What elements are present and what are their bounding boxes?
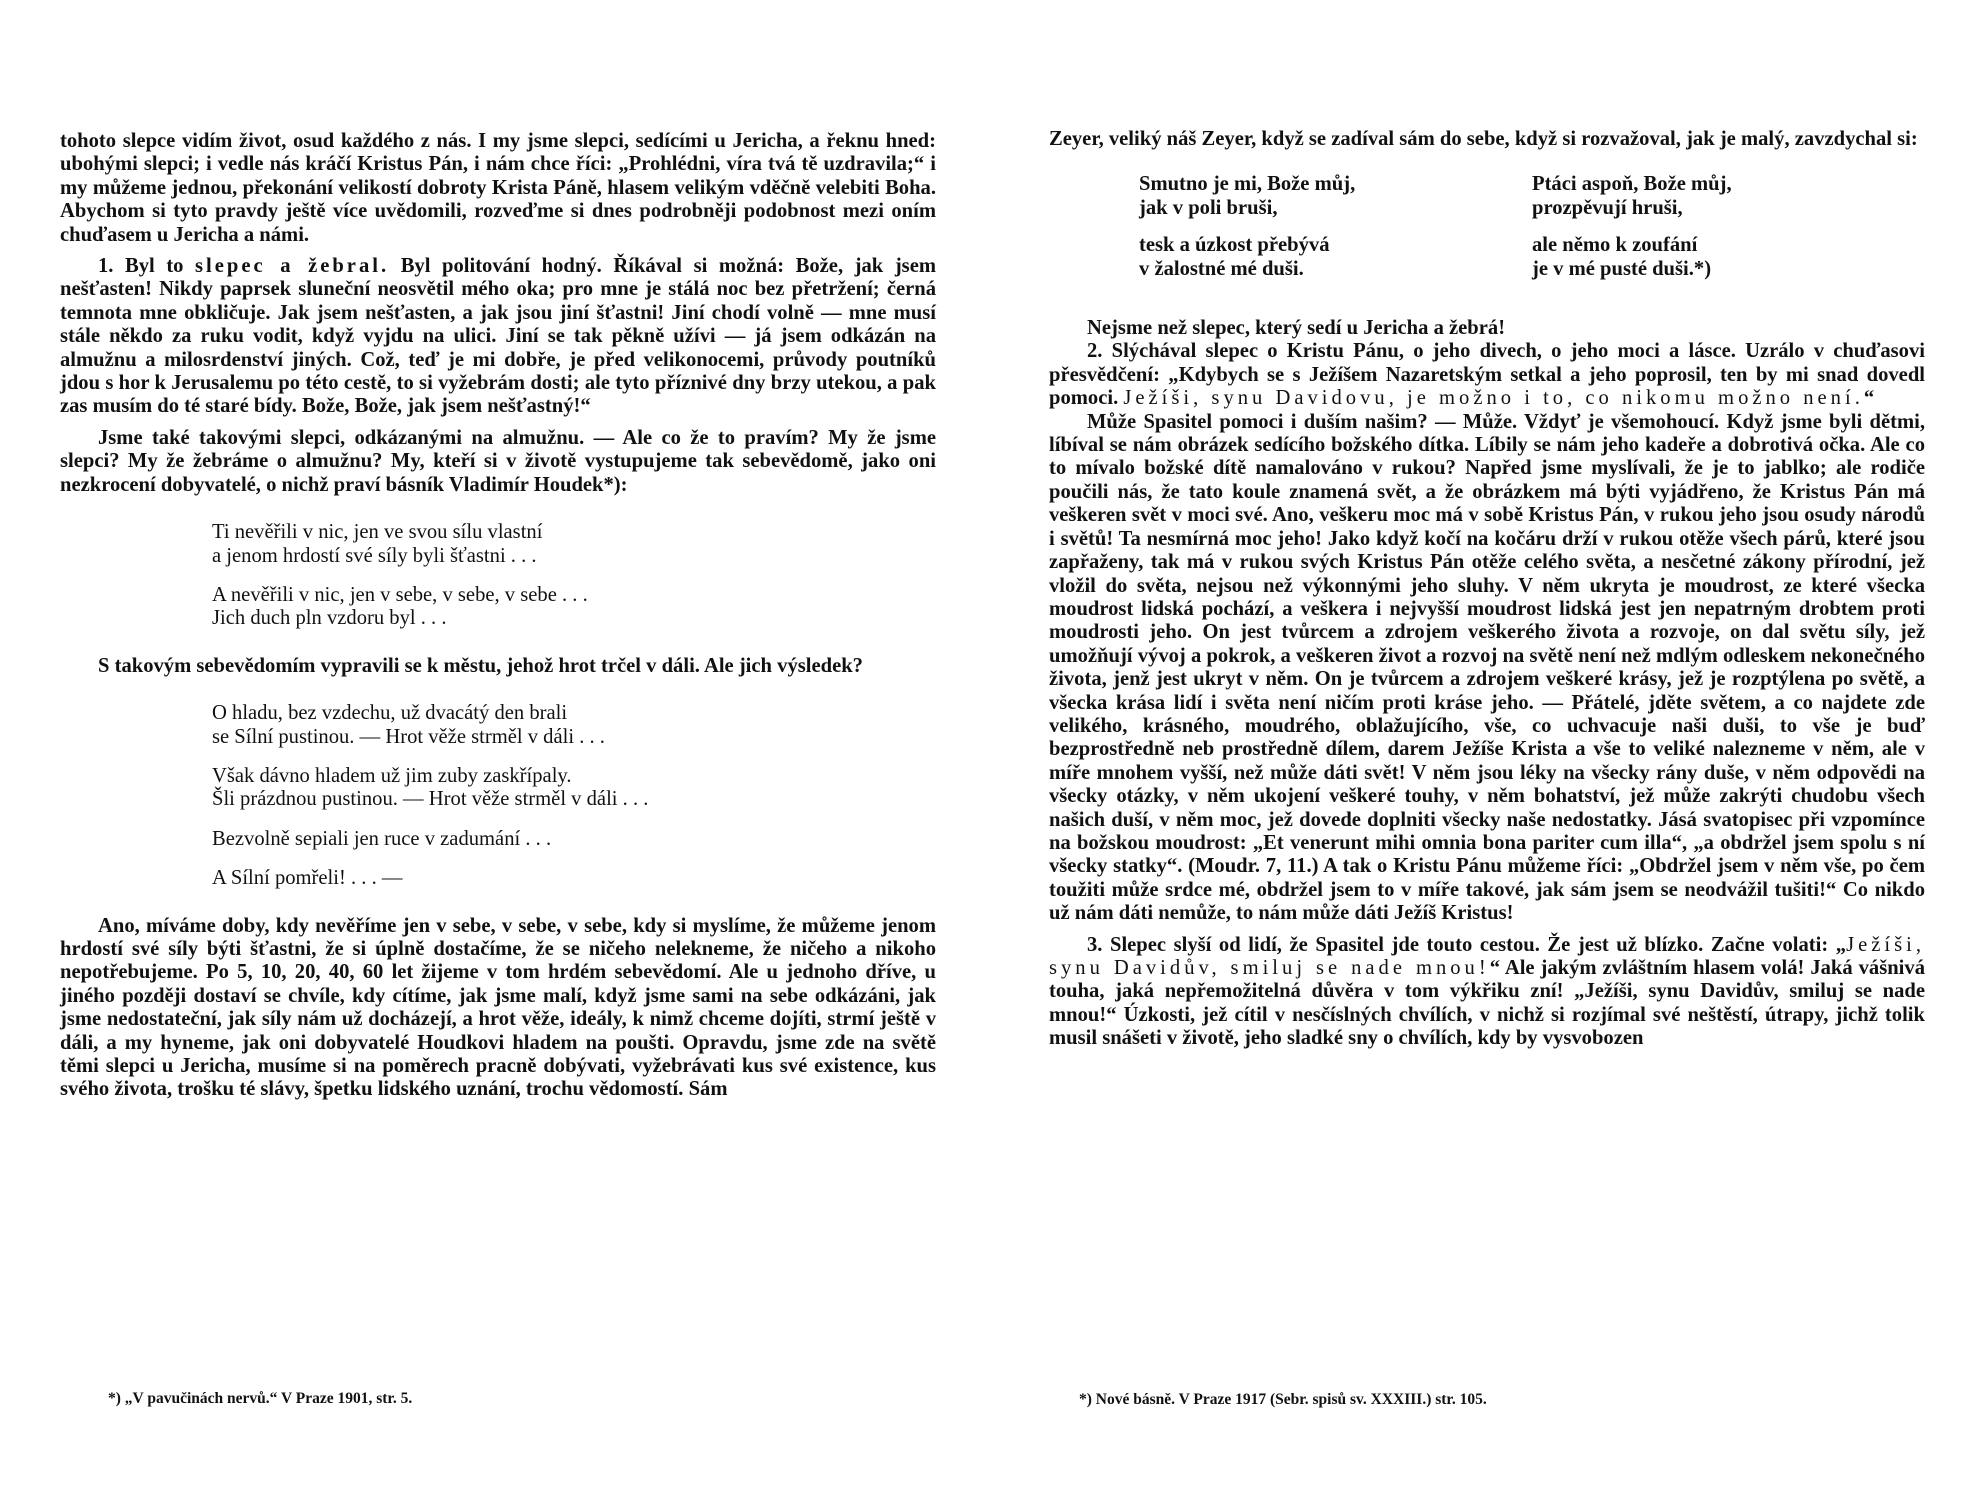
poem-line: je v mé pusté duši.*) <box>1532 257 1712 280</box>
right-text-column <box>1049 128 1925 1051</box>
poem-line: se Sílní pustinou. — Hrot věže strměl v dáli . . . <box>212 725 605 748</box>
poem-line: Smutno je mi, Bože můj, <box>1139 173 1356 196</box>
left-paragraph-3: Jsme také takovými slepci, odkázanými na almužnu. — Ale co že to pravím? My že jsme slepci? My že žebráme o almužnu? My, kteří si v životě vystupujeme tak sebevědomě, jako oni nezkrocení dobyvatelé, o nichž praví básník Vladimír Houdek*): <box>60 426 936 496</box>
poem-stanza <box>212 521 936 568</box>
poem-line: Ti nevěřili v nic, jen ve svou sílu vlastní <box>212 521 543 544</box>
poem-stanza <box>1532 173 1925 220</box>
left-footnote: *) „V pavučinách nervů.“ V Praze 1901, str. 5. <box>108 1390 413 1407</box>
poem-line: ale němo k zoufání <box>1532 234 1698 257</box>
right-paragraph-4: Může Spasitel pomoci i duším našim? — Může. Vždyť je všemohoucí. Když jsme byli dětmi, líbíval se nám obrázek sedícího božského dítka. Líbily se nám jeho kadeře a dobrotivá očka. Ale co to mívalo božské dítě namalováno v rukou? Napřed jsme myslívali, že je to jablko; ale rodiče poučili nás, že tato koule znamená svět, a že obrázkem má býti vyjádřeno, že Kristus Pán má veškeren svět v moci své. Ano, veškeru moc má v sobě Kristus Pán, v rukou jeho jsou osudy národů i světů! Ta nesmírná moc jeho! Jako když kočí na kočáru drží v rukou otěže všech párů, které jsou zapřaženy, tak má v rukou svých Kristus Pán otěže celého světa, a nesčetné zákony přírodní, jež vložil do světa, nejsou než výkonnými jeho sluhy. V něm ukryta je moudrost, ze které všecka moudrost lidská pochází, a veškera i nejvyšší moudrost lidská jest jen nepatrným drobtem proti moudrosti jeho. On jest tvůrcem a zdrojem veškerého života a rozvoje, on dal světu síly, jež umožňují vývoj a pokrok, a veškeren život a rozvoj na světě není než mdlým odleskem nekonečného života, jenž jest ukryt v něm. On je tvůrcem a zdrojem veškeré krásy, jež je rozptýlena po světě, a všecka krása lidí i světa není ničím proti kráse jeho. — Přátelé, jděte světem, a co najdete zde velikého, krásného, moudrého, oblažujícího, vše, co uchvacuje naši duši, to vše je buď bezprostředně neb prostředně dílem, darem Ježíše Krista a vše to veliké nalezneme v něm, ale v míře mnohem vyšší, než může dáti svět! V něm jsou léky na všecky rány duše, v něm odpovědi na všecky otázky, v něm ukojení veškeré touhy, v něm bohatství, jež může zakrýti chudobu všech našich duší, v něm moc, jež dovede doplniti všecky naše nedostatky. Jásá svatopisec při vzpomínce na božskou moudrost: „Et venerunt mihi omnia bona pariter cum illa“, „a obdržel jsem spolu s ní všecky statky“. (Moudr. 7, 11.) A tak o Kristu Pánu můžeme říci: „Obdržel jsem v něm vše, po čem toužiti může srdce mé, obdržel jsem to v míře takové, jak sám jsem se neodvážil tušiti!“ Co nikdo už nám dáti nemůže, to nám může dáti Ježíš Kristus! <box>1049 410 1925 925</box>
poem-stanza <box>1139 234 1532 281</box>
poem-stanza <box>212 867 936 890</box>
poem-houdek-1 <box>212 521 936 631</box>
closing-quote: “ <box>1863 387 1875 410</box>
poem-line: Šli prázdnou pustinou. — Hrot věže strměl v dáli . . . <box>212 788 649 811</box>
spaced-emphasis: slepec a žebral. <box>195 255 390 278</box>
spaced-emphasis: Ježíši, synu Davidovu, je možno i to, co nikomu možno není. <box>1123 387 1864 410</box>
poem-line: prozpěvují hruši, <box>1532 196 1683 219</box>
left-text-column <box>60 130 936 1102</box>
left-paragraph-5: Ano, míváme doby, kdy nevěříme jen v sebe, v sebe, v sebe, kdy si myslíme, že můžeme jenom hrdostí své síly býti šťastni, že si úplně dostačíme, že se ničeho nelekneme, že ničeho a nikoho nepotřebujeme. Po 5, 10, 20, 40, 60 let žijeme v tom hrdém sebevědomí. Ale u jednoho dříve, u jiného později dostaví se chvíle, kdy cítíme, jak jsme malí, když jsme sami na sebe odkázáni, jak jsme nedostateční, jak síly nám už docházejí, a hrot věže, ideály, k nimž chceme dojíti, strmí ještě v dáli, a my hyneme, jak oni dobyvatelé Houdkovi hladem na poušti. Opravdu, jsme zde na světě těmi slepci u Jericha, musíme si na poměrech pracně dobývati, vyžebrávati kus své existence, kus svého života, trošku té slávy, špetku lidského uznání, trochu vědomostí. Sám <box>60 914 936 1101</box>
poem-line: O hladu, bez vzdechu, už dvacátý den brali <box>212 702 568 725</box>
poem-line: Ptáci aspoň, Bože můj, <box>1532 173 1732 196</box>
paragraph-text: 2. Slýchával slepec o Kristu Pánu, o jeho divech, o jeho moci a lásce. Uzrálo v chuďasovi přesvědčení: „Kdybych se s Ježíšem Nazaretským setkal a jeho poprosil, ten by mi snad dovedl pomoci. <box>1049 340 1925 410</box>
poem-column-right <box>1532 173 1925 295</box>
left-paragraph-2 <box>60 255 936 419</box>
right-paragraph-2: Nejsme než slepec, který sedí u Jericha a žebrá! <box>1087 317 1506 340</box>
right-footnote: *) Nové básně. V Praze 1917 (Sebr. spisů sv. XXXIII.) str. 105. <box>1079 1391 1487 1408</box>
poem-line: v žalostné mé duši. <box>1139 257 1304 280</box>
poem-line: a jenom hrdostí své síly byli šťastni . . . <box>212 544 537 567</box>
poem-stanza <box>212 584 936 631</box>
left-paragraph-1: tohoto slepce vidím život, osud každého z nás. I my jsme slepci, sedícími u Jericha, a řeknu hned: ubohými slepci; i vedle nás kráčí Kristus Pán, i nám chce říci: „Prohlédni, víra tvá tě uzdravila;“ i my můžeme jednou, překonání velikostí dobroty Krista Páně, hlasem velikým vděčně velebiti Boha. Abychom si tyto pravdy ještě více uvědomili, rozveďme si dnes podrobněji podobnost mezi oním chuďasem u Jericha a námi. <box>60 130 936 246</box>
right-paragraph-1: Zeyer, veliký náš Zeyer, když se zadíval sám do sebe, když si rozvažoval, jak je malý, zavzdychal si: <box>1049 128 1918 150</box>
poem-stanza <box>212 702 936 749</box>
right-page <box>989 0 1978 1500</box>
poem-line: A nevěřili v nic, jen v sebe, v sebe, v sebe . . . <box>212 583 588 606</box>
right-paragraph-5 <box>1049 934 1925 1051</box>
paragraph-text: Byl politování hodný. Říkával si možná: Bože, jak jsem nešťasten! Nikdy paprsek sluneční neosvětil mého oka; pro mne je stálá noc bez přetržení; černá temnota mne obkličuje. Jak jsem nešťasten, a jak jsou jiní šťastni! Jiní chodí volně — mne musí stále někdo za ruku vodit, když vyjdu na ulici. Jiní se tak pěkně užívi — já jsem odkázán na almužnu a milosrdenství jiných. Což, teď je mi dobře, je před velikonocemi, průvody poutníků jdou s hor k Jerusalemu po této cestě, to si vyžebrám dosti; ale tyto příznivé dny brzy utekou, a pak zas musím do té staré bídy. Bože, Bože, jak jsem nešťastný!“ <box>60 255 936 418</box>
poem-line: Jich duch pln vzdoru byl . . . <box>212 607 447 630</box>
poem-line: Však dávno hladem už jim zuby zaskřípaly. <box>212 764 572 787</box>
poem-line: A Sílní pomřeli! . . . — <box>212 867 403 890</box>
poem-line: jak v poli bruši, <box>1139 196 1278 219</box>
right-paragraph-3 <box>1049 340 1925 410</box>
paragraph-text: “ Ale jakým zvláštním hlasem volá! Jaká vášnivá touha, jaká nepřemožitelná důvěra v tom výkřiku zní! „Ježíši, synu Davidův, smiluj se nade mnou!“ Úzkosti, jež cítil v nesčíslných chvílích, v nichž si rozjímal své neštěstí, útrapy, jichž tolik musil snášeti v životě, jeho sladké sny o chvílích, kdy by vysvobozen <box>1049 957 1926 1050</box>
section-number-1: 1. Byl to <box>98 255 184 278</box>
poem-zeyer <box>1139 173 1925 295</box>
spaced-emphasis: Ježíši, synu Davidův, smiluj se nade mnou! <box>1049 933 1925 979</box>
poem-stanza <box>212 828 936 851</box>
poem-line: Bezvolně sepiali jen ruce v zadumání . . . <box>212 827 552 850</box>
left-paragraph-4: S takovým sebevědomím vypravili se k městu, jehož hrot trčel v dáli. Ale jich výsledek? <box>98 654 863 677</box>
poem-stanza <box>1532 234 1925 281</box>
poem-column-left <box>1139 173 1532 295</box>
poem-houdek-2 <box>212 702 936 890</box>
poem-stanza <box>212 765 936 812</box>
poem-stanza <box>1139 173 1532 220</box>
poem-line: tesk a úzkost přebývá <box>1139 234 1330 257</box>
paragraph-text: 3. Slepec slyší od lidí, že Spasitel jde touto cestou. Že jest už blízko. Začne volati: „ <box>1087 933 1847 956</box>
